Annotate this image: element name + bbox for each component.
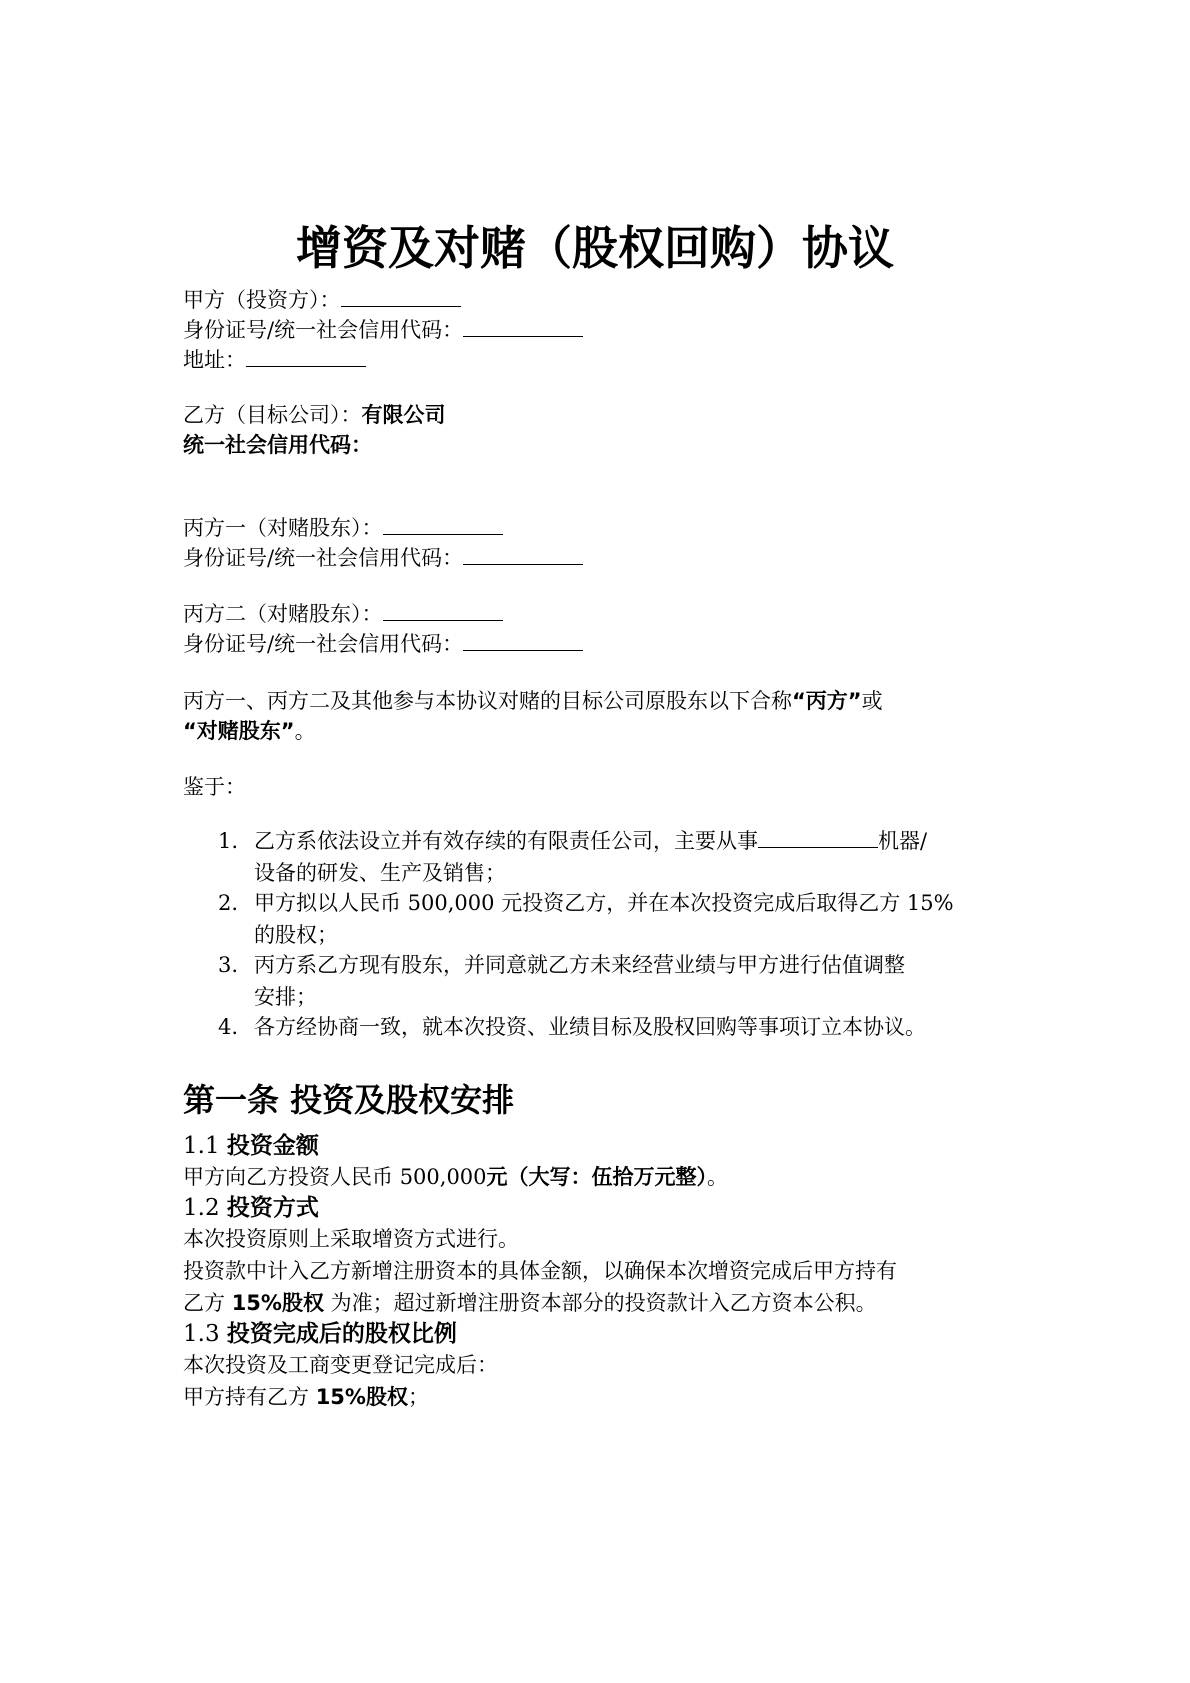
section-1-1-heading <box>183 1130 319 1162</box>
section-1-1-num: 1.1 <box>183 1133 220 1159</box>
party-a-id-blank <box>463 314 583 337</box>
document-title: 增资及对赌（股权回购）协议 <box>296 221 894 275</box>
section-1-3-heading <box>183 1318 457 1350</box>
party-c1-id-line <box>183 542 583 573</box>
investment-amount: 500,000 <box>399 1165 487 1189</box>
recital-1-text-b: 机器/ <box>878 829 928 853</box>
p3-text: 甲方持有乙方 <box>183 1385 316 1409</box>
collective-term-c: “丙方” <box>792 689 862 713</box>
party-c2-id-line <box>183 628 583 659</box>
investment-amount-words: 元（大写：伍拾万元整） <box>486 1165 708 1189</box>
recital-3-num: 3. <box>218 953 239 977</box>
section-1-3-p2 <box>183 1382 429 1412</box>
section-1-2-p1: 本次投资原则上采取增资方式进行。 <box>183 1227 519 1251</box>
party-a-id-label: 身份证号/统一社会信用代码： <box>183 318 464 342</box>
party-a-address-line <box>183 344 366 375</box>
recital-1-blank <box>758 825 878 848</box>
recital-2-line-2: 的股权； <box>254 923 338 947</box>
recital-4-line-1: 各方经协商一致，就本次投资、业绩目标及股权回购等事项订立本协议。 <box>254 1015 926 1039</box>
party-a-id-line <box>183 314 583 345</box>
p2-rest: 为准；超过新增注册资本部分的投资款计入乙方资本公积。 <box>323 1291 877 1315</box>
recital-3-line-2: 安排； <box>254 985 317 1009</box>
recital-3-line-1: 丙方系乙方现有股东，并同意就乙方未来经营业绩与甲方进行估值调整 <box>254 953 905 977</box>
recital-2-line-1: 甲方拟以人民币 500,000 元投资乙方，并在本次投资完成后取得乙方 15% <box>254 891 954 915</box>
party-b-line <box>183 400 446 430</box>
party-c1-line <box>183 512 503 543</box>
collective-line-1 <box>183 686 883 716</box>
recital-1-num: 1. <box>218 829 239 853</box>
party-c2-label: 丙方二（对赌股东）： <box>183 602 383 626</box>
section-1-2-p2-line-2 <box>183 1288 877 1318</box>
party-c1-id-label: 身份证号/统一社会信用代码： <box>183 546 464 570</box>
investment-period: 。 <box>707 1165 729 1189</box>
party-b-label: 乙方（目标公司）： <box>183 403 362 427</box>
recitals-label: 鉴于： <box>183 775 246 799</box>
section-1-2-p2-line-1: 投资款中计入乙方新增注册资本的具体金额，以确保本次增资完成后甲方持有 <box>183 1259 897 1283</box>
section-1-3-title: 投资完成后的股权比例 <box>226 1321 457 1347</box>
collective-term-vam: “对赌股东” <box>183 719 295 743</box>
collective-text: 丙方一、丙方二及其他参与本协议对赌的目标公司原股东以下合称 <box>183 689 792 713</box>
article-1-heading: 第一条 投资及股权安排 <box>183 1081 515 1119</box>
investment-text: 甲方向乙方投资人民币 <box>183 1165 400 1189</box>
p3-semicolon: ； <box>407 1385 429 1409</box>
party-c2-id-blank <box>463 628 583 651</box>
section-1-2-title: 投资方式 <box>226 1195 319 1221</box>
party-b-value: 有限公司 <box>361 403 446 427</box>
party-c1-id-blank <box>463 542 583 565</box>
party-c1-label: 丙方一（对赌股东）： <box>183 516 383 540</box>
collective-period: 。 <box>294 719 316 743</box>
party-c2-id-label: 身份证号/统一社会信用代码： <box>183 632 464 656</box>
recital-1-text: 乙方系依法设立并有效存续的有限责任公司，主要从事 <box>254 829 758 853</box>
party-c2-blank <box>383 598 503 621</box>
recital-4-num: 4. <box>218 1015 239 1039</box>
p3-equity: 15%股权 <box>315 1385 408 1409</box>
party-c2-line <box>183 598 503 629</box>
section-1-2-num: 1.2 <box>183 1195 220 1221</box>
section-1-3-p1: 本次投资及工商变更登记完成后： <box>183 1353 498 1377</box>
party-b-credit-code-label: 统一社会信用代码： <box>183 433 372 457</box>
party-a-address-label: 地址： <box>183 348 246 372</box>
party-a-label: 甲方（投资方）： <box>183 288 341 312</box>
p2-equity: 15%股权 <box>231 1291 324 1315</box>
collective-or: 或 <box>861 689 883 713</box>
section-1-3-num: 1.3 <box>183 1321 220 1347</box>
p2-party-b: 乙方 <box>183 1291 232 1315</box>
party-a-line <box>183 284 461 315</box>
section-1-1-text <box>183 1162 728 1192</box>
party-c1-blank <box>383 512 503 535</box>
party-a-address-blank <box>246 344 366 367</box>
collective-line-2 <box>183 716 316 746</box>
section-1-2-heading <box>183 1192 319 1224</box>
recital-1-line-2: 设备的研发、生产及销售； <box>254 861 506 885</box>
recital-2-num: 2. <box>218 891 239 915</box>
party-a-blank <box>341 284 461 307</box>
section-1-1-title: 投资金额 <box>226 1133 319 1159</box>
recital-1-line-1 <box>254 825 1024 857</box>
